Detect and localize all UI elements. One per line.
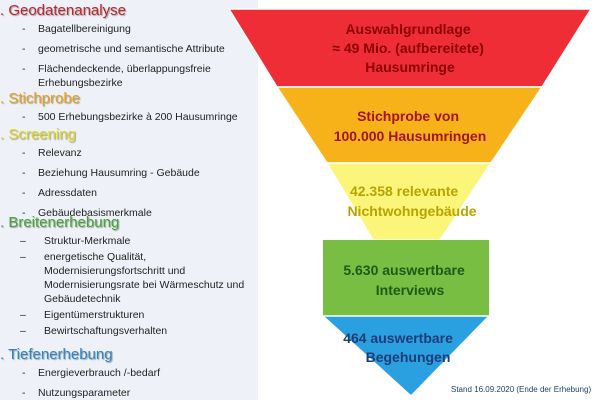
funnel-label-line: Stichprobe von	[357, 108, 460, 124]
step-item: - Relevanz	[0, 146, 258, 160]
funnel-label-line: Begehungen	[365, 349, 451, 365]
step-title: . Screening	[0, 126, 76, 143]
step-title: . Geodatenanalyse	[0, 2, 126, 19]
funnel-label-line: Nichtwohngebäude	[347, 203, 477, 219]
step-item: - geometrische und semantische Attribute	[0, 42, 258, 56]
step-item: - Bagatellbereinigung	[0, 22, 258, 36]
funnel-label-line: 5.630 auswertbare	[343, 262, 465, 278]
step-item: - Flächendeckende, überlappungsfreie Erhebungsbezirke	[0, 62, 258, 90]
funnel-band-stichprobe	[277, 87, 542, 163]
funnel-label-line: 100.000 Hausumringen	[333, 128, 487, 144]
step-item: - Energieverbrauch /-bedarf	[0, 366, 258, 380]
step-item: – Bewirtschaftungsverhalten	[0, 324, 258, 338]
step-item: – energetische Qualität, Modernisierungsfortschritt und Modernisierungsrate bei Wärmeschutz und Gebäudetechnik	[0, 250, 258, 306]
funnel-label-line: ≈ 49 Mio. (aufbereitete)	[332, 40, 484, 56]
step-title: . Tiefenerhebung	[0, 346, 113, 363]
step-item: – Struktur-Merkmale	[0, 234, 258, 248]
status-footnote: Stand 16.09.2020 (Ende der Erhebung)	[451, 385, 592, 394]
step-item: - 500 Erhebungsbezirke à 200 Hausumringe	[0, 110, 258, 124]
step-title: . Breitenerhebung	[0, 214, 120, 231]
step-item: – Eigentümerstrukturen	[0, 308, 258, 322]
funnel-band-interviews	[323, 240, 489, 316]
funnel-label-line: 42.358 relevante	[349, 183, 459, 199]
funnel-band-relevante-gebaeude	[327, 163, 491, 240]
step-item: - Nutzungsparameter	[0, 386, 258, 400]
step-item: - Gebäudebasismerkmale	[0, 206, 258, 220]
step-title: . Stichprobe	[0, 90, 81, 107]
funnel-label-line: Auswahlgrundlage	[345, 21, 471, 37]
step-item: - Beziehung Hausumring - Gebäude	[0, 166, 258, 180]
step-item: - Adressdaten	[0, 186, 258, 200]
funnel-label-line: 464 auswertbare	[343, 330, 453, 346]
funnel-label-line: Hausumringe	[365, 59, 455, 75]
funnel-label-line: Interviews	[375, 282, 445, 298]
